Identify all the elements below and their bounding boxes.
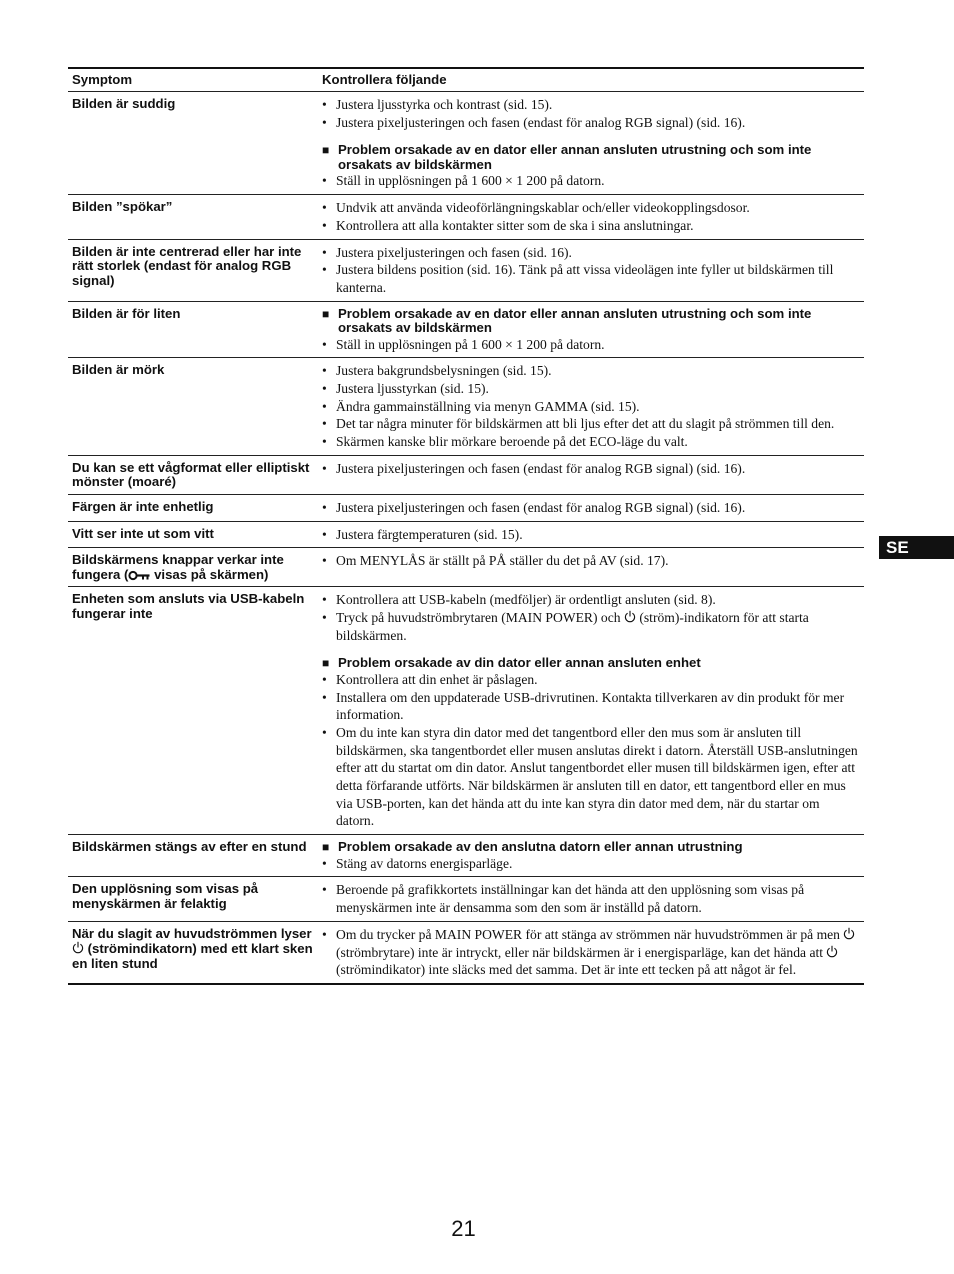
check-cell xyxy=(318,456,864,494)
check-cell xyxy=(318,302,864,358)
symptom-cell: Färgen är inte enhetlig xyxy=(72,498,214,514)
header-symptom: Symptom xyxy=(72,72,133,87)
table-row xyxy=(68,921,864,983)
symptom-cell: Bildskärmens knappar verkar inte fungera ( visas på skärmen) xyxy=(72,552,284,582)
table-row xyxy=(68,876,864,920)
list-item: • Ställ in upplösningen på 1 600 × 1 200 på datorn. xyxy=(322,173,605,189)
table-header-row xyxy=(68,69,864,92)
list-item: • Installera om den uppdaterade USB-drivrutinen. Kontakta tillverkaren av din produkt för mer information. xyxy=(322,689,845,723)
symptom-cell: Bilden är för liten xyxy=(72,305,181,321)
table-row xyxy=(68,494,864,521)
key-icon xyxy=(128,570,150,581)
list-item: • Om du inte kan styra din dator med det tangentbord eller den mus som är ansluten till bildskärmen, ska tangentbordet eller musen anslutas direkt i datorn. Återställ USB-anslutningen efter att du startat om din dator. Anslut tangentbordet eller musen till bildskärmen igen, efter att detta förfarande utförts. När bildskärmen är ansluten till en dator, ett tangentbord eller en mus via USB-porten, kan det hända att du inte kan styra din dator med dem, när du startar om datorn. xyxy=(322,724,858,829)
sub-heading: ■ Problem orsakade av din dator eller annan ansluten enhet xyxy=(322,655,701,671)
square-bullet-icon: ■ xyxy=(322,656,330,671)
check-cell xyxy=(318,877,864,920)
table-row xyxy=(68,455,864,494)
square-bullet-icon: ■ xyxy=(322,840,330,855)
power-icon xyxy=(72,941,84,954)
list-item: • Kontrollera att alla kontakter sitter som de ska i sina anslutningar. xyxy=(322,217,694,233)
sub-heading: ■ Problem orsakade av en dator eller annan ansluten utrustning och som inte orsakats av bildskärmen xyxy=(322,142,812,172)
symptom-cell: När du slagit av huvudströmmen lyser (strömindikatorn) med ett klart sken en liten stund xyxy=(72,925,313,971)
sub-heading: ■ Problem orsakade av den anslutna datorn eller annan utrustning xyxy=(322,839,743,855)
symptom-cell: Vitt ser inte ut som vitt xyxy=(72,525,214,541)
power-icon xyxy=(826,945,838,958)
list-item: • Om du trycker på MAIN POWER för att stänga av strömmen när huvudströmmen är på men (strömbrytare) inte är intryckt, eller när bildskärmen är i energisparläge, kan det hända att (strömindikator) inte släcks med det samma. Det är inte ett tecken på att något är fel. xyxy=(322,926,860,979)
table-row xyxy=(68,92,864,194)
table-row xyxy=(68,547,864,586)
list-item: • Justera bildens position (sid. 16). Tänk på att vissa videolägen inte fyller ut bildskärmen till kanterna. xyxy=(322,262,834,295)
power-icon xyxy=(624,610,636,623)
list-item: • Tryck på huvudströmbrytaren (MAIN POWER) och (ström)-indikatorn för att starta bildskärmen. xyxy=(322,609,809,643)
check-cell xyxy=(318,92,864,194)
check-cell xyxy=(318,522,864,548)
list-item: • Ändra gammainställning via menyn GAMMA (sid. 15). xyxy=(322,398,640,414)
symptom-cell: Bilden är suddig xyxy=(72,96,176,111)
table-row xyxy=(68,834,864,876)
power-icon xyxy=(843,927,855,940)
check-cell xyxy=(318,358,864,455)
square-bullet-icon: ■ xyxy=(322,143,330,158)
list-item: • Justera pixeljusteringen och fasen (endast för analog RGB signal) (sid. 16). xyxy=(322,499,746,515)
troubleshooting-table xyxy=(68,67,864,985)
list-item: • Justera pixeljusteringen och fasen (sid. 16). xyxy=(322,244,572,260)
table-row xyxy=(68,301,864,358)
list-item: • Skärmen kanske blir mörkare beroende på det ECO-läge du valt. xyxy=(322,434,688,450)
list-item: • Justera ljusstyrka och kontrast (sid. 15). xyxy=(322,97,553,112)
list-item: • Om MENYLÅS är ställt på PÅ ställer du det på AV (sid. 17). xyxy=(322,553,669,569)
sub-heading: ■ Problem orsakade av en dator eller annan ansluten utrustning och som inte orsakats av bildskärmen xyxy=(322,305,812,336)
list-item: • Stäng av datorns energisparläge. xyxy=(322,855,513,871)
page-number: 21 xyxy=(451,1216,476,1241)
symptom-cell: Den upplösning som visas på menyskärmen är felaktig xyxy=(72,881,259,911)
check-cell xyxy=(318,240,864,301)
table-row xyxy=(68,194,864,238)
check-cell xyxy=(318,922,864,983)
list-item: • Beroende på grafikkortets inställningar kan det hända att den upplösning som visas på menyskärmen inte är densamma som den som är inställd på datorn. xyxy=(322,882,805,916)
table-row xyxy=(68,586,864,834)
list-item: • Justera ljusstyrkan (sid. 15). xyxy=(322,381,489,397)
symptom-cell: Enheten som ansluts via USB-kabeln fungerar inte xyxy=(72,591,305,621)
table-row xyxy=(68,521,864,548)
list-item: • Justera pixeljusteringen och fasen (endast för analog RGB signal) (sid. 16). xyxy=(322,460,746,476)
check-cell xyxy=(318,495,864,521)
list-item: • Det tar några minuter för bildskärmen att bli ljus efter det att du slagit på strömmen till den. xyxy=(322,416,835,432)
symptom-cell: Bildskärmen stängs av efter en stund xyxy=(72,839,307,855)
list-item: • Kontrollera att USB-kabeln (medföljer) är ordentligt ansluten (sid. 8). xyxy=(322,592,716,608)
list-item: • Justera färgtemperaturen (sid. 15). xyxy=(322,526,523,542)
check-cell xyxy=(318,587,864,834)
check-cell xyxy=(318,548,864,586)
list-item: • Justera bakgrundsbelysningen (sid. 15). xyxy=(322,363,552,379)
symptom-cell: Bilden är mörk xyxy=(72,362,165,378)
symptom-cell: Bilden är inte centrerad eller har inte rätt storlek (endast för analog RGB signal) xyxy=(72,243,302,288)
table-row xyxy=(68,357,864,455)
check-cell xyxy=(318,195,864,238)
list-item: • Undvik att använda videoförlängningskablar och/eller videokopplingsdosor. xyxy=(322,200,750,216)
list-item: • Justera pixeljusteringen och fasen (endast för analog RGB signal) (sid. 16). xyxy=(322,114,746,130)
square-bullet-icon: ■ xyxy=(322,306,330,321)
language-tab: SE xyxy=(879,536,954,559)
symptom-cell: Bilden ”spökar” xyxy=(72,199,173,215)
table-row xyxy=(68,239,864,301)
check-cell xyxy=(318,835,864,876)
header-check: Kontrollera följande xyxy=(322,72,447,87)
list-item: • Ställ in upplösningen på 1 600 × 1 200 på datorn. xyxy=(322,336,605,352)
symptom-cell: Du kan se ett vågformat eller elliptiskt mönster (moaré) xyxy=(72,459,310,490)
list-item: • Kontrollera att din enhet är påslagen. xyxy=(322,671,538,687)
